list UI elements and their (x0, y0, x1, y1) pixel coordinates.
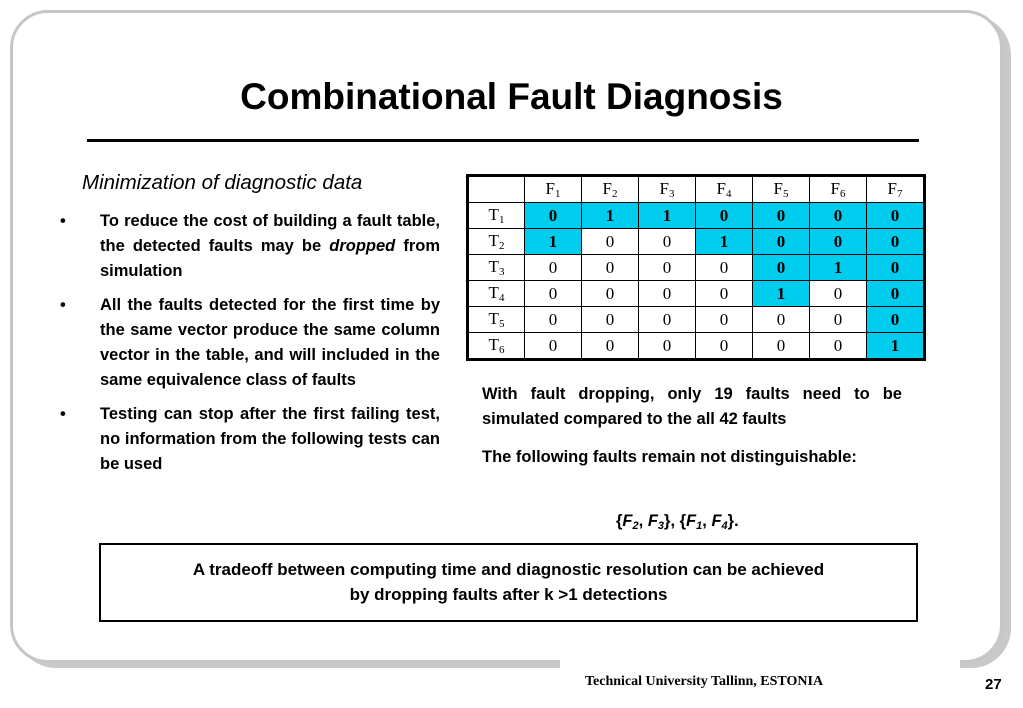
fault-table-cell: 0 (639, 307, 696, 333)
fault-column-header: $F_6$ (810, 176, 867, 203)
fault-table-cell: 1 (753, 281, 810, 307)
fault-column-header: $F_7$ (867, 176, 925, 203)
fault-table-cell: 0 (525, 281, 582, 307)
frame-footer-gap (560, 660, 960, 674)
fault-table-cell: 0 (525, 333, 582, 360)
fault-table-cell: 0 (696, 307, 753, 333)
test-row-header: $T_4$ (468, 281, 525, 307)
fault-table-cell: 0 (696, 203, 753, 229)
indistinguishable-note: The following faults remain not distinguishable: (482, 448, 857, 466)
callout-line: A tradeoff between computing time and diagnostic resolution can be achieved (192, 560, 825, 579)
fault-table-cell: 0 (525, 255, 582, 281)
fault-table-cell: 0 (639, 255, 696, 281)
fault-table-cell: 0 (639, 333, 696, 360)
fault-table-cell: 0 (810, 281, 867, 307)
fault-column-header: $F_5$ (753, 176, 810, 203)
fault-table-cell: 0 (753, 333, 810, 360)
bullet-mark: • (60, 296, 66, 314)
fault-groups: {$F_2$, $F_3$}, {$F_1$, $F_4$}. (616, 512, 739, 532)
fault-table-row (468, 203, 925, 229)
tradeoff-callout (99, 543, 918, 622)
fault-table-cell: 1 (525, 229, 582, 255)
bullet-text-end: from simulation (100, 237, 441, 280)
bullet-mark: • (60, 405, 66, 423)
fault-table-cell: 0 (810, 203, 867, 229)
test-row-header: $T_6$ (468, 333, 525, 360)
fault-table-cell: 0 (525, 307, 582, 333)
fault-table-cell: 1 (639, 203, 696, 229)
fault-table-row (468, 281, 925, 307)
fault-table-row (468, 307, 925, 333)
fault-table-cell: 0 (639, 229, 696, 255)
fault-table-cell: 0 (582, 229, 639, 255)
fault-table-cell: 0 (696, 281, 753, 307)
fault-table-cell: 0 (639, 281, 696, 307)
fault-table-cell: 0 (525, 203, 582, 229)
fault-table-cell: 0 (753, 307, 810, 333)
bullet-item (58, 293, 440, 393)
fault-table-cell: 1 (582, 203, 639, 229)
fault-table-row (468, 255, 925, 281)
slide-title: Combinational Fault Diagnosis (240, 76, 783, 117)
fault-table-cell: 0 (867, 307, 925, 333)
callout-line: by dropping faults after k >1 detections (349, 585, 668, 604)
test-row-header: $T_1$ (468, 203, 525, 229)
fault-table-cell: 0 (810, 333, 867, 360)
fault-table-cell: 0 (753, 229, 810, 255)
bullet-item (58, 402, 440, 477)
bullet-text: All the faults detected for the first time by the same vector produce the same column vector in the table, and will included in the same equivalence class of faults (100, 296, 440, 389)
bullet-item (58, 209, 440, 284)
fault-table-header-row (468, 176, 925, 203)
fault-table-cell: 0 (810, 229, 867, 255)
title-underline (87, 139, 919, 142)
fault-table-body (468, 203, 925, 360)
page-number: 27 (985, 676, 1002, 693)
test-row-header: $T_2$ (468, 229, 525, 255)
test-row-header: $T_3$ (468, 255, 525, 281)
fault-column-header: $F_2$ (582, 176, 639, 203)
bullet-mark: • (60, 212, 66, 230)
fault-table-cell: 0 (867, 203, 925, 229)
fault-table-cell: 0 (753, 255, 810, 281)
fault-column-header: $F_4$ (696, 176, 753, 203)
fault-table-cell: 0 (582, 255, 639, 281)
section-subtitle: Minimization of diagnostic data (82, 171, 363, 194)
fault-table-cell: 0 (810, 307, 867, 333)
fault-dropping-note: With fault dropping, only 19 faults need to be simulated compared to the all 42 faults (482, 385, 902, 428)
bullet-text: To reduce the cost of building a fault table, the detected faults may be (100, 212, 440, 255)
fault-table-cell: 0 (582, 333, 639, 360)
fault-table-cell: 0 (582, 307, 639, 333)
bullet-emphasis: dropped (329, 237, 396, 255)
fault-column-header: $F_3$ (639, 176, 696, 203)
test-row-header: $T_5$ (468, 307, 525, 333)
fault-table-cell: 0 (582, 281, 639, 307)
fault-table (466, 174, 926, 361)
fault-table-cell: 1 (867, 333, 925, 360)
fault-table-cell: 0 (696, 333, 753, 360)
fault-column-header: $F_1$ (525, 176, 582, 203)
fault-table-cell: 0 (867, 281, 925, 307)
fault-table-cell: 1 (696, 229, 753, 255)
bullet-text: Testing can stop after the first failing test, no information from the following tests can be used (100, 405, 440, 473)
fault-table-row (468, 229, 925, 255)
footer-organization: Technical University Tallinn, ESTONIA (585, 674, 824, 689)
bullet-list (58, 209, 440, 486)
fault-table-cell: 0 (696, 255, 753, 281)
fault-table-cell: 0 (867, 229, 925, 255)
fault-table-corner (468, 176, 525, 203)
fault-table-cell: 1 (810, 255, 867, 281)
fault-table-cell: 0 (867, 255, 925, 281)
fault-table-cell: 0 (753, 203, 810, 229)
fault-table-row (468, 333, 925, 360)
